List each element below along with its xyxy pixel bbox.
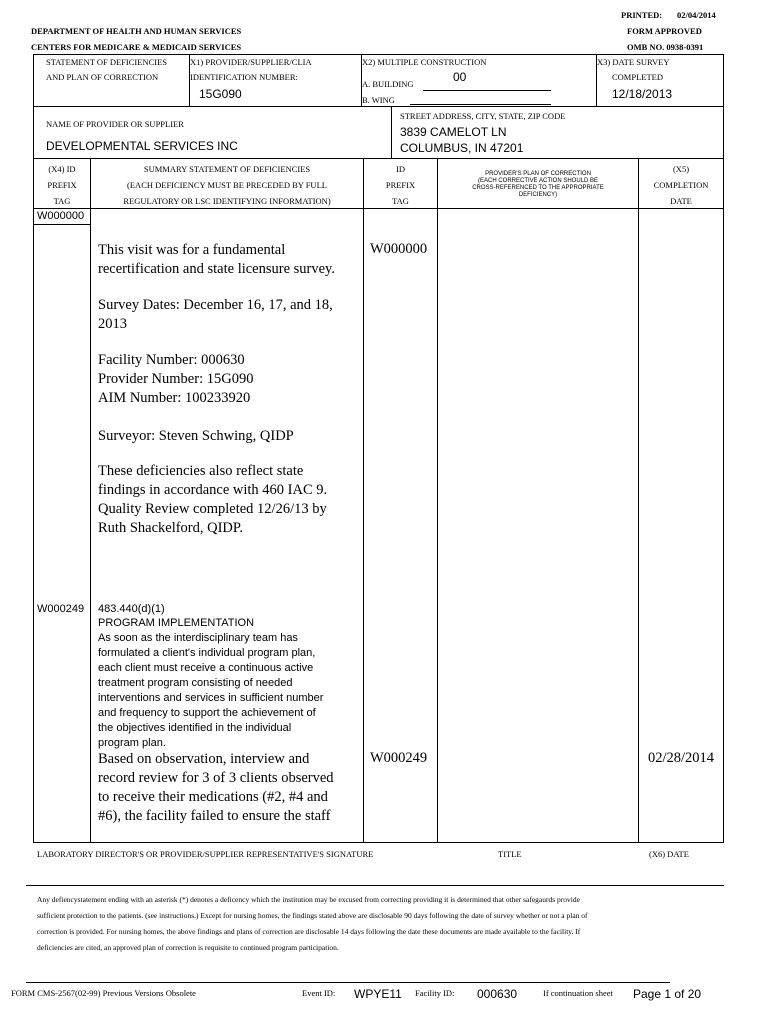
- regulation-cite: 483.440(d)(1): [98, 603, 165, 615]
- plan-header-2: (EACH CORRECTIVE ACTION SHOULD BE: [477, 178, 599, 184]
- x5-header-2: COMPLETION: [653, 180, 709, 190]
- wing-label: B. WING: [362, 95, 395, 105]
- director-signature-label: LABORATORY DIRECTOR'S OR PROVIDER/SUPPLIER REPRESENTATIVE'S SIGNATURE: [37, 849, 374, 859]
- provider-name-label: NAME OF PROVIDER OR SUPPLIER: [46, 119, 184, 129]
- printed-label: PRINTED:: [621, 10, 663, 20]
- continuation-label: If continuation sheet: [543, 988, 613, 998]
- x1-label-1: X1) PROVIDER/SUPPLIER/CLIA: [190, 57, 312, 67]
- footer-top-rule: [26, 982, 670, 983]
- disclaimer-text: Any defiencystatement ending with an asterisk (*) denotes a deficency which the institution may be excused from correcting providing it is determined that other safegaurds provide sufficient protection to the patients. (see instructions.) Except for nursing homes, the findings stated above are disclosable 90 days following the date of survey whether or not a plan of correction is provided. For nursing homes, the above findings and plans of correction are disclosable 14 days following the date these documents are made available to the facility. If deficiencies are cited, an approved plan of correction is requisite to continued program participation.: [37, 895, 588, 952]
- right-tag-second: W000249: [370, 750, 428, 766]
- id-header-1: ID: [396, 164, 405, 174]
- divider-row3: [33, 208, 724, 209]
- col-divider-3: [437, 158, 438, 842]
- col-divider-4: [638, 158, 639, 842]
- facility-id-label: Facility ID:: [415, 988, 455, 998]
- provider-number: Provider Number: 15G090: [98, 371, 254, 387]
- tag-second: W000249: [37, 603, 85, 615]
- facility-number: Facility Number: 000630: [98, 352, 245, 368]
- page-number: Page 1 of 20: [633, 987, 702, 1001]
- statement-label-1: STATEMENT OF DEFICIENCIES: [46, 57, 168, 67]
- statement-label-2: AND PLAN OF CORRECTION: [46, 72, 159, 82]
- tag-first: W000000: [37, 210, 85, 222]
- disclaimer-top-rule: [26, 885, 724, 886]
- address-line2: COLUMBUS, IN 47201: [400, 141, 524, 155]
- facility-id-value: 000630: [477, 987, 518, 1001]
- wing-underline: [410, 104, 551, 105]
- visit-paragraph: This visit was for a fundamental recertification and state licensure survey.: [98, 242, 335, 277]
- provider-id-value: 15G090: [199, 87, 242, 101]
- department-title: DEPARTMENT OF HEALTH AND HUMAN SERVICES: [31, 26, 242, 36]
- surveyor: Surveyor: Steven Schwing, QIDP: [98, 428, 294, 444]
- building-label: A. BUILDING: [362, 79, 414, 89]
- summary-header-1: SUMMARY STATEMENT OF DEFICIENCIES: [143, 164, 311, 174]
- x4-header-3: TAG: [53, 196, 71, 206]
- plan-header-4: DEFICIENCY): [518, 192, 558, 198]
- survey-dates: Survey Dates: December 16, 17, and 18, 2013: [98, 297, 333, 332]
- col-divider-2: [363, 158, 364, 842]
- form-number: FORM CMS-2567(02-99) Previous Versions Obsolete: [11, 988, 196, 998]
- summary-header-2: (EACH DEFICIENCY MUST BE PRECEDED BY FULL: [127, 180, 327, 190]
- printed-date: 02/04/2014: [677, 10, 716, 20]
- completion-date: 02/28/2014: [648, 750, 715, 766]
- event-id-label: Event ID:: [302, 988, 336, 998]
- plan-header-3: CROSS-REFERENCED TO THE APPROPRIATE: [472, 185, 604, 191]
- x5-header-3: DATE: [670, 196, 692, 206]
- id-header-3: TAG: [392, 196, 409, 206]
- centers-title: CENTERS FOR MEDICARE & MEDICAID SERVICES: [31, 42, 242, 52]
- x3-label-1: X3) DATE SURVEY: [597, 57, 670, 67]
- event-id-value: WPYE11: [354, 987, 402, 1001]
- x5-header-1: (X5): [672, 164, 690, 174]
- frame-top: [33, 54, 724, 55]
- tag-first-underline: [33, 224, 91, 225]
- x4-header-1: (X4) ID: [48, 164, 76, 174]
- omb-number: OMB NO. 0938-0391: [627, 42, 704, 52]
- id-header-2: PREFIX: [385, 180, 416, 190]
- x2-label: X2) MULTIPLE CONSTRUCTION: [362, 57, 487, 67]
- state-findings-paragraph: These deficiencies also reflect state findings in accordance with 460 IAC 9. Quality Review completed 12/26/13 by Ruth Shackelford, QIDP.: [98, 463, 328, 536]
- frame-right: [723, 54, 724, 843]
- x2-value: 00: [453, 70, 467, 84]
- plan-header-1: PROVIDER'S PLAN OF CORRECTION: [485, 171, 591, 177]
- x3-label-2: COMPLETED: [612, 72, 663, 82]
- title-label: TITLE: [498, 849, 522, 859]
- frame-bottom: [33, 842, 724, 843]
- divider-address: [391, 106, 392, 158]
- x1-label-2: IDENTIFICATION NUMBER:: [190, 72, 298, 82]
- aim-number: AIM Number: 100233920: [98, 390, 251, 406]
- provider-name-value: DEVELOPMENTAL SERVICES INC: [46, 139, 238, 153]
- regulation-title: PROGRAM IMPLEMENTATION: [98, 617, 255, 629]
- x4-header-2: PREFIX: [47, 180, 77, 190]
- right-tag-first: W000000: [370, 241, 428, 257]
- address-label: STREET ADDRESS, CITY, STATE, ZIP CODE: [400, 111, 566, 121]
- finding-paragraph: Based on observation, interview and record review for 3 of 3 clients observed to receive their medications (#2, #4 and #6), the facility failed to ensure the staff: [98, 751, 334, 824]
- summary-header-3: REGULATORY OR LSC IDENTIFYING INFORMATION): [123, 196, 331, 206]
- col-divider-1: [90, 158, 91, 842]
- survey-date-value: 12/18/2013: [612, 87, 673, 101]
- address-line1: 3839 CAMELOT LN: [400, 125, 507, 139]
- divider-row2: [33, 158, 724, 159]
- divider-row1: [33, 106, 724, 107]
- regulation-text: As soon as the interdisciplinary team has formulated a client's individual program plan, each client must receive a continuous active treatment program consisting of needed interventions and services in sufficient number and frequency to support the achievement of the objectives identified in the individual program plan.: [98, 632, 324, 749]
- x6-date-label: (X6) DATE: [649, 849, 689, 859]
- building-underline: [423, 90, 551, 91]
- form-approved: FORM APPROVED: [627, 26, 702, 36]
